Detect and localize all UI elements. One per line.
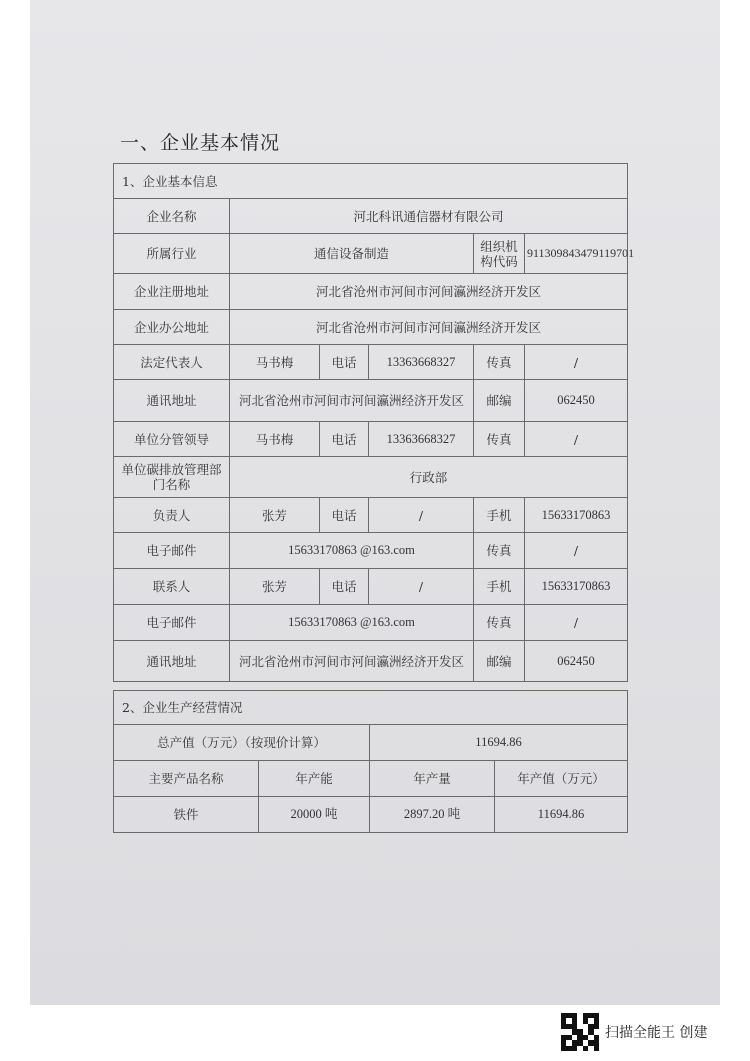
table-row [114, 274, 628, 310]
basic-info-table [113, 163, 635, 682]
table-row [114, 641, 628, 682]
head-mobile: 15633170863 [525, 498, 628, 533]
table-header-row [114, 761, 628, 797]
head-phone: / [369, 498, 474, 533]
field-label: 企业注册地址 [114, 274, 230, 310]
company-name: 河北科讯通信器材有限公司 [230, 199, 628, 234]
table-row [114, 498, 628, 533]
table-row [114, 533, 628, 569]
table-row [114, 725, 628, 761]
table-row [114, 797, 628, 833]
section-title: 一、企业基本情况 [120, 132, 281, 154]
field-label: 联系人 [114, 569, 230, 605]
total-value: 11694.86 [370, 725, 628, 761]
table-row [114, 691, 628, 725]
table-row [114, 422, 628, 457]
column-header: 年产能 [259, 761, 370, 797]
head-email: 15633170863 @163.com [230, 533, 474, 569]
column-header: 主要产品名称 [114, 761, 259, 797]
table-row [114, 345, 628, 380]
watermark-text: 扫描全能王 创建 [605, 1025, 708, 1041]
field-label: 单位碳排放管理部门名称 [114, 457, 230, 498]
leader-fax: / [525, 422, 628, 457]
field-label: 电话 [320, 569, 369, 605]
column-header: 年产值（万元） [495, 761, 628, 797]
contact-fax: / [525, 605, 628, 641]
table-row [114, 569, 628, 605]
table-cell: 20000 吨 [259, 797, 370, 833]
contact-phone: / [369, 569, 474, 605]
field-label: 企业办公地址 [114, 310, 230, 345]
leader: 马书梅 [230, 422, 320, 457]
head: 张芳 [230, 498, 320, 533]
table-row [114, 605, 628, 641]
field-label: 手机 [474, 569, 525, 605]
field-label: 传真 [474, 605, 525, 641]
table-cell: 2897.20 吨 [370, 797, 495, 833]
section-header: 1、企业基本信息 [114, 164, 628, 199]
field-label: 组织机构代码 [474, 234, 525, 274]
leader-phone: 13363668327 [369, 422, 474, 457]
contact-postcode: 062450 [525, 641, 628, 682]
table-row [114, 199, 628, 234]
field-label: 邮编 [474, 641, 525, 682]
legal-fax: / [525, 345, 628, 380]
field-label: 电子邮件 [114, 605, 230, 641]
legal-phone: 13363668327 [369, 345, 474, 380]
field-label: 总产值（万元）（按现价计算） [114, 725, 370, 761]
contact: 张芳 [230, 569, 320, 605]
contact-mobile: 15633170863 [525, 569, 628, 605]
field-label: 企业名称 [114, 199, 230, 234]
mail-address: 河北省沧州市河间市河间瀛洲经济开发区 [230, 380, 474, 422]
contact-address: 河北省沧州市河间市河间瀛洲经济开发区 [230, 641, 474, 682]
legal-rep: 马书梅 [230, 345, 320, 380]
field-label: 电子邮件 [114, 533, 230, 569]
field-label: 传真 [474, 422, 525, 457]
field-label: 电话 [320, 345, 369, 380]
field-label: 通讯地址 [114, 380, 230, 422]
field-label: 传真 [474, 533, 525, 569]
dept: 行政部 [230, 457, 628, 498]
scanner-watermark [561, 1012, 707, 1052]
reg-address: 河北省沧州市河间市河间瀛洲经济开发区 [230, 274, 628, 310]
qr-code-icon [561, 1013, 599, 1051]
table-row [114, 457, 628, 498]
field-label: 邮编 [474, 380, 525, 422]
field-label: 所属行业 [114, 234, 230, 274]
table-row [114, 310, 628, 345]
industry: 通信设备制造 [230, 234, 474, 274]
field-label: 电话 [320, 498, 369, 533]
field-label: 负责人 [114, 498, 230, 533]
table-cell: 铁件 [114, 797, 259, 833]
column-header: 年产量 [370, 761, 495, 797]
head-fax: / [525, 533, 628, 569]
table-cell: 11694.86 [495, 797, 628, 833]
field-label: 通讯地址 [114, 641, 230, 682]
field-label: 电话 [320, 422, 369, 457]
section-header: 2、企业生产经营情况 [114, 691, 628, 725]
contact-email: 15633170863 @163.com [230, 605, 474, 641]
table-row [114, 234, 628, 274]
field-label: 法定代表人 [114, 345, 230, 380]
postcode: 062450 [525, 380, 628, 422]
field-label: 单位分管领导 [114, 422, 230, 457]
table-row [114, 164, 628, 199]
production-table [113, 690, 628, 833]
table-row [114, 380, 628, 422]
field-label: 传真 [474, 345, 525, 380]
office-address: 河北省沧州市河间市河间瀛洲经济开发区 [230, 310, 628, 345]
org-code: 911309843479119701 [525, 234, 628, 274]
field-label: 手机 [474, 498, 525, 533]
